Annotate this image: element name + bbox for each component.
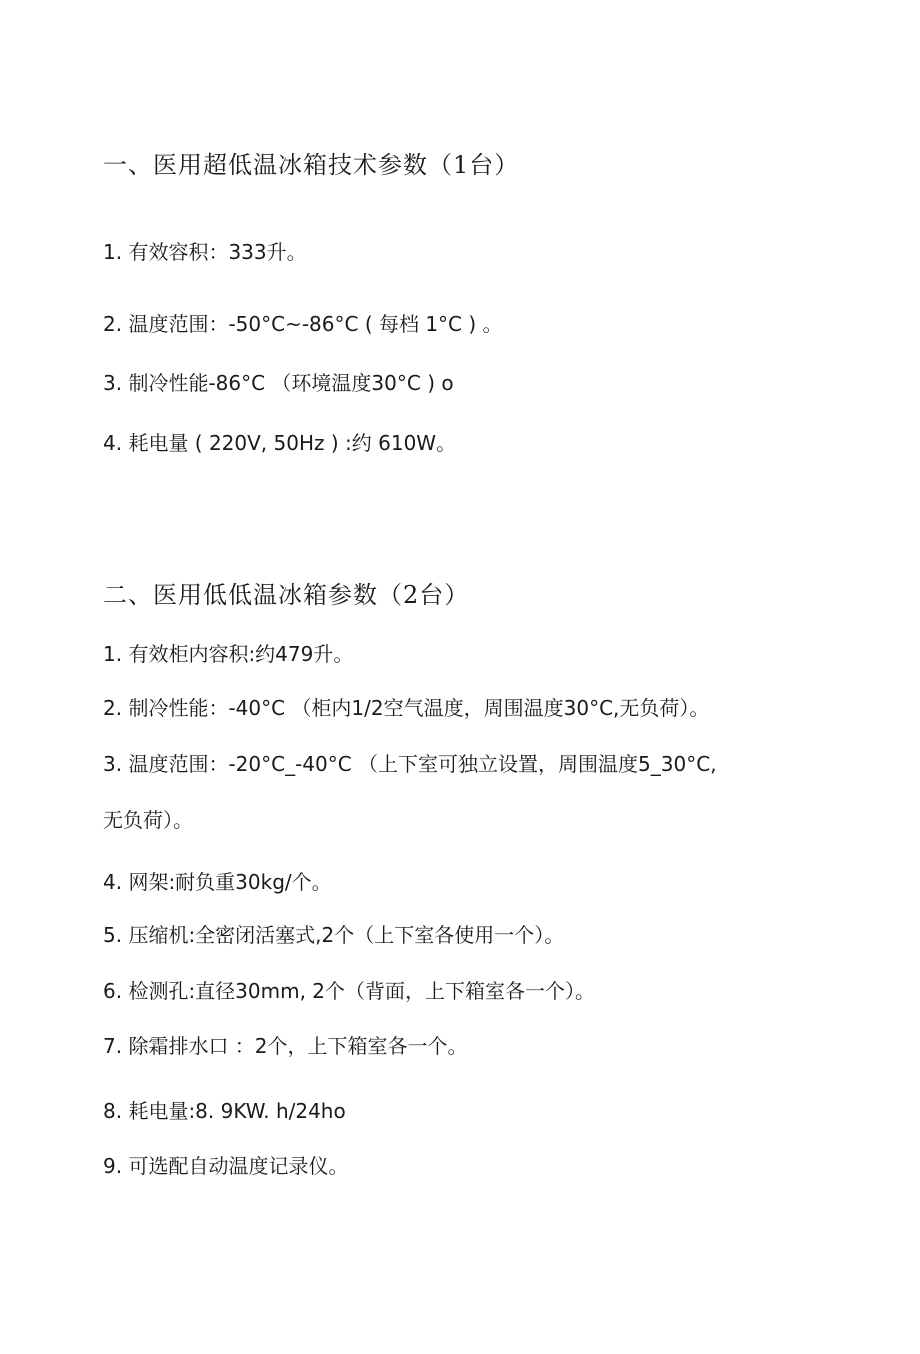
spec-item-temperature-range: 2. 温度范围：-50°C~-86°C ( 每档 1°C ) 。: [103, 312, 503, 336]
spec-item-test-port: 6. 检测孔:直径30mm, 2个（背面，上下箱室各一个）。: [103, 979, 596, 1003]
spec-item-shelf: 4. 网架:耐负重30kg/个。: [103, 870, 332, 894]
spec-item-power-consumption: 4. 耗电量 ( 220V, 50Hz ) :约 610W。: [103, 431, 457, 455]
spec-item-drain: 7. 除霜排水口 ：2个，上下箱室各一个。: [103, 1034, 468, 1058]
spec-item-cooling-performance: 3. 制冷性能-86°C （环境温度30°C ) o: [103, 371, 454, 395]
spec-item-recorder-option: 9. 可选配自动温度记录仪。: [103, 1154, 349, 1178]
spec-item-temperature-range: 3. 温度范围：-20°C_-40°C （上下室可独立设置，周围温度5_30°C,: [103, 752, 717, 776]
section-title: 二、医用低低温冰箱参数（2台）: [103, 581, 470, 609]
spec-item-volume: 1. 有效柜内容积:约479升。: [103, 642, 354, 666]
section-title: 一、医用超低温冰箱技术参数（1台）: [103, 151, 520, 179]
spec-item-cooling-performance: 2. 制冷性能：-40°C （柜内1/2空气温度，周围温度30°C,无负荷）。: [103, 696, 710, 720]
spec-item-volume: 1. 有效容积：333升。: [103, 240, 307, 264]
spec-item-power-consumption: 8. 耗电量:8. 9KW. h/24ho: [103, 1099, 346, 1123]
spec-item-temperature-range-continued: 无负荷）。: [103, 808, 193, 832]
spec-item-compressor: 5. 压缩机:全密闭活塞式,2个（上下室各使用一个）。: [103, 923, 565, 947]
